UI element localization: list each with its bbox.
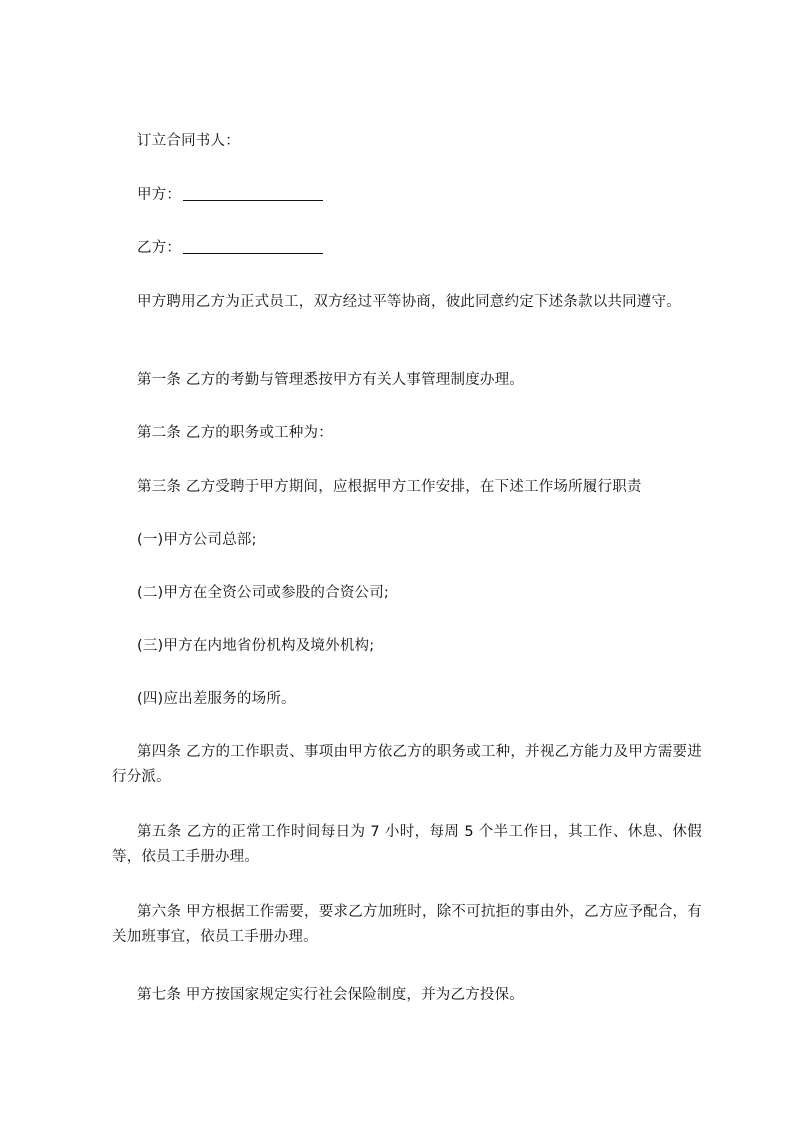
party-b-line	[137, 238, 323, 258]
party-a-blank[interactable]	[183, 186, 323, 201]
article-2: 第二条 乙方的职务或工种为：	[137, 425, 333, 441]
party-a-line	[137, 185, 323, 205]
article-7: 第七条 甲方按国家规定实行社会保险制度，并为乙方投保。	[137, 987, 525, 1003]
party-b-blank[interactable]	[183, 239, 323, 254]
party-a-label: 甲方：	[137, 187, 182, 203]
article-1: 第一条 乙方的考勤与管理悉按甲方有关人事管理制度办理。	[137, 372, 525, 388]
article-6: 第六条 甲方根据工作需要，要求乙方加班时，除不可抗拒的事由外，乙方应予配合，有关加班事宜，依员工手册办理。	[112, 904, 702, 945]
article-3: 第三条 乙方受聘于甲方期间，应根据甲方工作安排，在下述工作场所履行职责	[137, 479, 642, 495]
intro-line: 订立合同书人：	[137, 133, 240, 149]
list-item-1: (一)甲方公司总部;	[137, 532, 257, 548]
article-4: 第四条 乙方的工作职责、事项由甲方依乙方的职务或工种，并视乙方能力及甲方需要进行分派。	[112, 744, 702, 785]
party-b-label: 乙方：	[137, 240, 182, 256]
preamble-paragraph: 甲方聘用乙方为正式员工，双方经过平等协商，彼此同意约定下述条款以共同遵守。	[137, 294, 681, 310]
list-item-2: (二)甲方在全资公司或参股的合资公司;	[137, 585, 389, 601]
article-5: 第五条 乙方的正常工作时间每日为 7 小时，每周 5 个半工作日，其工作、休息、休假等，依员工手册办理。	[112, 824, 702, 865]
list-item-4: (四)应出差服务的场所。	[137, 691, 296, 707]
list-item-3: (三)甲方在内地省份机构及境外机构;	[137, 638, 375, 654]
